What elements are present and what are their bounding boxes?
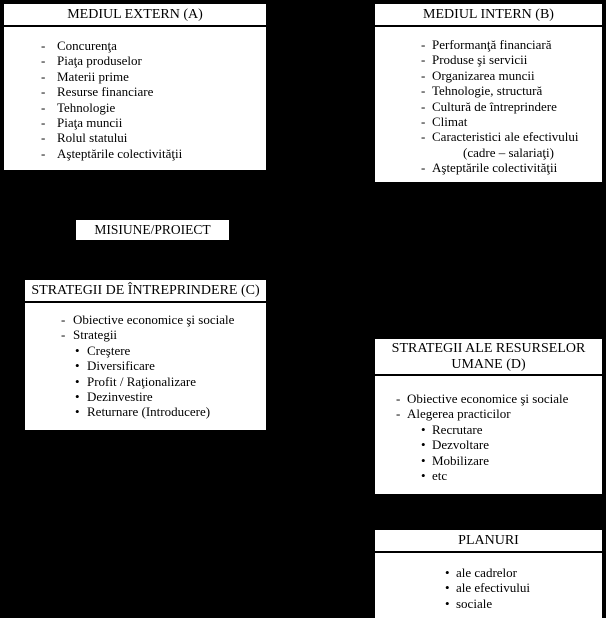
- list-item-marker: -: [41, 99, 46, 115]
- box-mediul-extern-title: MEDIUL EXTERN (A): [4, 4, 266, 27]
- list-item-marker: -: [421, 37, 426, 52]
- list-item-marker: -: [41, 68, 46, 84]
- box-strategii-resurse-umane: [374, 338, 603, 495]
- list-item: [375, 437, 602, 452]
- list-item-text: Resurse financiare: [57, 84, 154, 100]
- list-item-text: Profit / Raţionalizare: [87, 373, 197, 389]
- list-item-text: Obiective economice şi sociale: [407, 391, 569, 406]
- box-planuri-title: PLANURI: [375, 530, 602, 553]
- list-item-marker: •: [445, 595, 450, 611]
- box-mediul-extern: [3, 3, 267, 171]
- list-item: [375, 596, 602, 611]
- list-item-marker: -: [421, 52, 426, 68]
- list-item-marker: -: [41, 145, 46, 161]
- list-item: [4, 115, 266, 130]
- box-mediul-extern-list: [4, 27, 266, 161]
- list-item-text: Recrutare: [432, 421, 483, 437]
- list-item-marker: •: [421, 437, 426, 453]
- list-item-text: Produse şi servicii: [432, 52, 528, 68]
- list-item-text: Aşteptările colectivităţii: [432, 160, 558, 176]
- list-item: [4, 53, 266, 68]
- box-mediul-intern-list: [375, 27, 602, 176]
- list-item: [25, 374, 266, 389]
- list-item: [4, 84, 266, 99]
- list-item-text: Creştere: [87, 342, 131, 358]
- box-misiune-proiect: [75, 219, 230, 241]
- list-item: [375, 145, 602, 160]
- list-item-text: Strategii: [73, 327, 118, 343]
- list-item-marker: -: [421, 114, 426, 130]
- list-item: [375, 391, 602, 406]
- list-item: [25, 327, 266, 342]
- box-misiune-proiect-title: MISIUNE/PROIECT: [94, 222, 211, 237]
- list-item-marker: -: [396, 391, 401, 406]
- box-strategii-intreprindere-list: [25, 303, 266, 420]
- list-item-text: Returnare (Introducere): [87, 404, 211, 420]
- box-strategii-intreprindere-title: STRATEGII DE ÎNTREPRINDERE (C): [25, 280, 266, 303]
- list-item-text: sociale: [456, 595, 493, 611]
- box-mediul-intern-title: MEDIUL INTERN (B): [375, 4, 602, 27]
- list-item-marker: -: [421, 160, 426, 176]
- list-item-text: Caracteristici ale efectivului: [432, 129, 579, 145]
- list-item-text: Tehnologie: [57, 99, 116, 115]
- list-item-text: Diversificare: [87, 358, 155, 374]
- list-item-text: Dezinvestire: [87, 389, 153, 405]
- list-item-marker: •: [75, 358, 80, 374]
- list-item-text: ale cadrelor: [456, 565, 517, 580]
- box-strategii-resurse-umane-list: [375, 376, 602, 483]
- list-item: [25, 404, 266, 419]
- box-planuri-list: [375, 553, 602, 611]
- list-item: [375, 129, 602, 144]
- list-item-marker: •: [75, 373, 80, 389]
- list-item-text: (cadre – salariaţi): [463, 144, 554, 160]
- list-item-text: Alegerea practicilor: [407, 406, 511, 422]
- list-item-marker: -: [61, 312, 66, 327]
- list-item-marker: •: [421, 452, 426, 468]
- box-planuri: [374, 529, 603, 618]
- list-item: [4, 130, 266, 145]
- list-item-text: Rolul statului: [57, 130, 128, 146]
- list-item: [25, 343, 266, 358]
- list-item: [375, 580, 602, 595]
- list-item-marker: -: [396, 406, 401, 422]
- list-item: [25, 312, 266, 327]
- list-item-marker: -: [41, 53, 46, 69]
- list-item: [375, 99, 602, 114]
- list-item: [4, 38, 266, 53]
- list-item: [375, 114, 602, 129]
- list-item-marker: -: [61, 327, 66, 343]
- list-item-text: Performanţă financiară: [432, 37, 552, 52]
- list-item: [375, 468, 602, 483]
- list-item-text: Concurenţa: [57, 38, 117, 53]
- list-item-marker: •: [445, 565, 450, 580]
- list-item-text: etc: [432, 468, 448, 484]
- list-item: [375, 565, 602, 580]
- list-item: [375, 52, 602, 67]
- list-item: [375, 453, 602, 468]
- list-item: [375, 83, 602, 98]
- list-item: [25, 389, 266, 404]
- list-item: [375, 37, 602, 52]
- list-item-marker: •: [75, 342, 80, 358]
- list-item-marker: •: [75, 404, 80, 420]
- list-item-text: ale efectivului: [456, 580, 530, 596]
- list-item-marker: •: [445, 580, 450, 596]
- list-item-marker: -: [41, 115, 46, 131]
- list-item-marker: -: [41, 84, 46, 100]
- list-item-marker: -: [421, 129, 426, 145]
- list-item-text: Materii prime: [57, 68, 129, 84]
- list-item: [375, 406, 602, 421]
- list-item-marker: •: [421, 468, 426, 484]
- list-item-text: Piaţa produselor: [57, 53, 142, 69]
- list-item-text: Obiective economice şi sociale: [73, 312, 235, 327]
- list-item: [4, 100, 266, 115]
- list-item-text: Mobilizare: [432, 452, 490, 468]
- list-item-marker: -: [41, 38, 46, 53]
- list-item-marker: •: [421, 421, 426, 437]
- list-item-text: Cultură de întreprindere: [432, 98, 557, 114]
- list-item-text: Dezvoltare: [432, 437, 490, 453]
- list-item: [375, 422, 602, 437]
- list-item-marker: -: [421, 83, 426, 99]
- list-item-text: Aşteptările colectivităţii: [57, 145, 183, 161]
- list-item-marker: -: [421, 67, 426, 83]
- list-item-text: Tehnologie, structură: [432, 83, 543, 99]
- list-item: [4, 146, 266, 161]
- list-item: [4, 69, 266, 84]
- box-mediul-intern: [374, 3, 603, 183]
- list-item: [25, 358, 266, 373]
- box-strategii-intreprindere: [24, 279, 267, 431]
- list-item-text: Climat: [432, 114, 468, 130]
- list-item: [375, 68, 602, 83]
- box-strategii-resurse-umane-title: STRATEGII ALE RESURSELOR UMANE (D): [375, 339, 602, 376]
- list-item-marker: •: [75, 389, 80, 405]
- list-item-marker: -: [41, 130, 46, 146]
- list-item-text: Piaţa muncii: [57, 115, 123, 131]
- list-item: [375, 160, 602, 175]
- list-item-marker: -: [421, 98, 426, 114]
- list-item-text: Organizarea muncii: [432, 67, 535, 83]
